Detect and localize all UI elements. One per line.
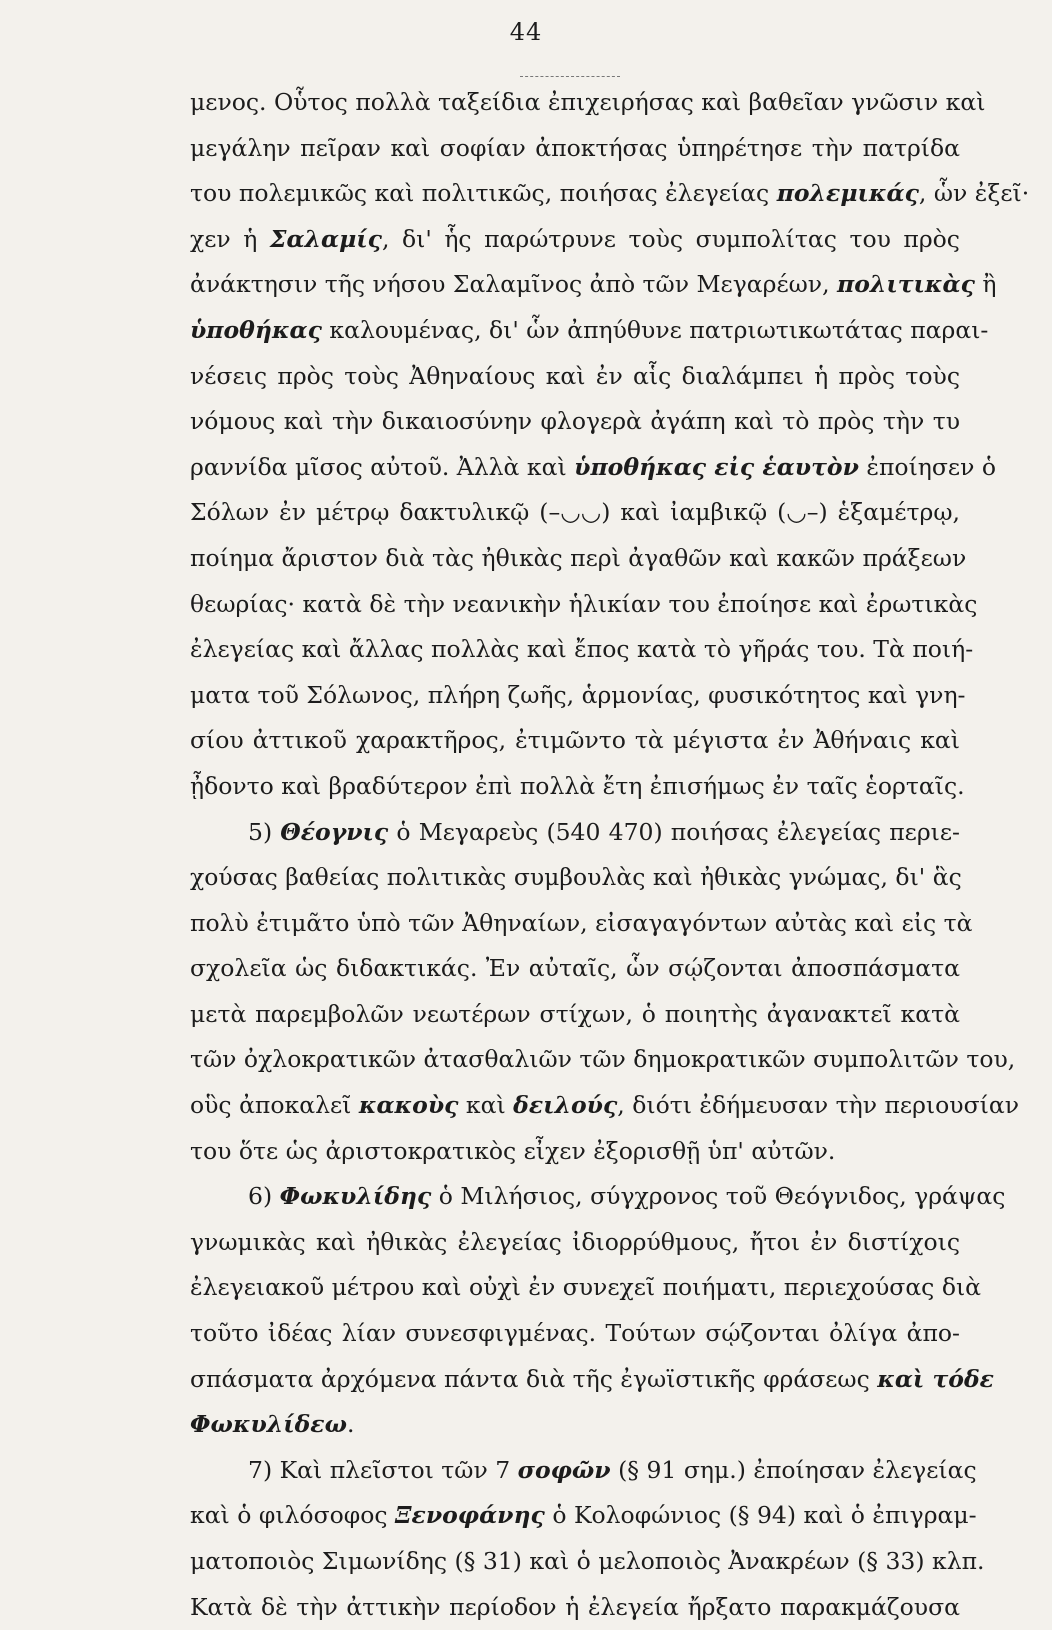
text-segment: ἀνάκτησιν τῆς νήσου Σαλαμῖνος ἀπὸ τῶν Μεγαρέων,: [190, 270, 838, 299]
text-segment: ποίημα ἄριστον διὰ τὰς ἠθικὰς περὶ ἀγαθῶν καὶ κακῶν πράξεων: [190, 543, 967, 572]
text-segment: , διότι ἐδήμευσαν τὴν περιουσίαν: [617, 1091, 1019, 1120]
text-segment: σχολεῖα ὡς διδακτικάς. Ἐν αὐταῖς, ὧν σῴζονται ἀποσπάσματα: [190, 954, 960, 983]
text-line: [190, 764, 965, 810]
text-line: [190, 445, 996, 491]
text-segment: μετὰ παρεμβολῶν νεωτέρων στίχων, ὁ ποιητὴς ἀγανακτεῖ κατὰ: [190, 999, 960, 1028]
text-segment: του ὅτε ὡς ἀριστοκρατικὸς εἶχεν ἐξορισθῇ ὑπ' αὐτῶν.: [190, 1136, 836, 1165]
emphasized-text: κακοὺς: [358, 1091, 459, 1120]
text-segment: ματα τοῦ Σόλωνος, πλήρη ζωῆς, ἁρμονίας, φυσικότητος καὶ γνη-: [190, 680, 966, 709]
text-line: [190, 673, 966, 719]
text-line: [190, 262, 997, 308]
text-segment: Σόλων ἐν μέτρῳ δακτυλικῷ (–◡◡) καὶ ἰαμβικῷ (◡–) ἑξαμέτρῳ,: [190, 498, 960, 527]
text-segment: 6): [248, 1182, 280, 1211]
text-line: [190, 1493, 977, 1539]
text-segment: ματοποιὸς Σιμωνίδης (§ 31) καὶ ὁ μελοποιὸς Ἀνακρέων (§ 33) κλπ.: [190, 1547, 985, 1575]
text-segment: Κατὰ δὲ τὴν ἀττικὴν περίοδον ἡ ἐλεγεία ἤρξατο παρακμάζουσα: [190, 1592, 960, 1621]
text-segment: οὓς ἀποκαλεῖ: [190, 1091, 359, 1120]
text-line: [190, 1539, 985, 1585]
text-segment: θεωρίας· κατὰ δὲ τὴν νεανικὴν ἡλικίαν του ἐποίησε καὶ ἐρωτικὰς: [190, 589, 978, 618]
text-segment: καλουμένας, δι' ὧν ἀπηύθυνε πατριωτικωτάτας παραι-: [321, 315, 989, 344]
text-segment: μεγάλην πεῖραν καὶ σοφίαν ἀποκτήσας ὑπηρέτησε τὴν πατρίδα: [190, 133, 960, 162]
text-segment: ἐλεγείας καὶ ἄλλας πολλὰς καὶ ἔπος κατὰ τὸ γῆράς του. Τὰ ποιή-: [190, 635, 974, 664]
text-segment: καὶ: [458, 1091, 514, 1120]
text-segment: θηναίων, εἰσαγαγόντων αὐτὰς καὶ εἰς τὰ: [479, 908, 973, 937]
emphasized-text: Φωκυλίδεω: [190, 1410, 347, 1439]
text-segment: ὁ Κολοφώνιος (§ 94) καὶ ὁ ἐπιγραμ-: [544, 1501, 977, 1530]
text-segment: χεν ἡ: [190, 224, 270, 253]
text-line: [190, 354, 960, 400]
text-segment: ἐλεγειακοῦ μέτρου καὶ οὐχὶ ἐν συνεχεῖ ποιήματι, περιεχούσας διὰ: [190, 1273, 982, 1302]
emphasized-text: σοφῶν: [517, 1455, 611, 1484]
text-segment: ἐποίησεν ὁ: [858, 452, 996, 481]
text-segment: χούσας βαθείας πολιτικὰς συμβουλὰς καὶ ἠθικὰς γνώμας, δι' ἃς: [190, 863, 962, 892]
emphasized-text: καὶ τόδε: [877, 1364, 994, 1393]
text-line: [190, 855, 960, 901]
text-line: [190, 490, 960, 536]
text-line: [190, 582, 978, 628]
text-line: [190, 810, 960, 856]
text-line: [190, 1220, 960, 1266]
text-segment: (§ 91 σημ.) ἐποίησαν ἐλεγείας: [610, 1455, 977, 1484]
header-rule: [520, 76, 620, 77]
text-line: [190, 1083, 1019, 1129]
emphasized-text: πολεμικάς: [776, 179, 919, 208]
text-segment: γνωμικὰς καὶ ἠθικὰς ἐλεγείας ἰδιορρύθμους, ἤτοι ἐν διστίχοις: [190, 1227, 960, 1256]
text-line: [190, 1265, 982, 1311]
emphasized-text: πολιτικὰς: [837, 270, 975, 299]
text-line: [190, 1585, 960, 1630]
text-line: [190, 992, 960, 1038]
emphasized-text: δειλούς: [513, 1091, 618, 1120]
text-segment: του πολεμικῶς καὶ πολιτικῶς, ποιήσας ἐλεγείας: [190, 179, 777, 208]
text-segment: νόμους καὶ τὴν δικαιοσύνην φλογερὰ ἀγάπη καὶ τὸ πρὸς τὴν τυ: [190, 407, 960, 436]
text-segment: ὁ Μιλήσιος, σύγχρονος τοῦ Θεόγνιδος, γράψας: [431, 1182, 1006, 1211]
text-line: [190, 627, 974, 673]
text-segment: 5): [248, 817, 281, 846]
text-segment: .: [346, 1410, 355, 1439]
text-line: [190, 1448, 977, 1494]
text-segment: πολὺ ἐτιμᾶτο ὑπὸ τῶν: [190, 908, 463, 937]
text-segment: τοῦτο ἰδέας λίαν συνεσφιγμένας. Τούτων σῴζονται ὀλίγα ἀπο-: [190, 1319, 960, 1348]
text-segment: ὁ Μεγαρεὺς (540 470) ποιήσας ἐλεγείας περιε-: [388, 817, 960, 846]
text-segment: σίου ἀττικοῦ χαρακτῆρος, ἐτιμῶντο τὰ μέγιστα ἐν Ἀθήναις καὶ: [190, 726, 960, 755]
text-line: [190, 1129, 960, 1175]
text-segment: καὶ ὁ φιλόσοφος: [190, 1501, 395, 1530]
body-text: [190, 80, 1030, 1630]
emphasized-text: ὑποθήκας: [190, 315, 322, 344]
text-line: [190, 80, 986, 126]
text-line: [190, 308, 989, 354]
text-segment: σπάσματα ἀρχόμενα πάντα διὰ τῆς ἐγωϊστικῆς φράσεως: [190, 1364, 878, 1393]
text-segment: ᾖδοντο καὶ βραδύτερον ἐπὶ πολλὰ ἔτη ἐπισήμως ἐν ταῖς ἑορταῖς.: [190, 771, 965, 800]
text-line: [190, 718, 960, 764]
text-line: [190, 901, 973, 947]
text-line: [190, 536, 967, 582]
emphasized-text: Φωκυλίδης: [279, 1182, 432, 1211]
text-segment: μενος. Οὗτος πολλὰ ταξείδια ἐπιχειρήσας καὶ βαθεῖαν γνῶσιν καὶ: [190, 88, 986, 116]
emphasized-text: Θέογνις: [280, 817, 389, 846]
text-line: [190, 1174, 1006, 1220]
text-segment: , δι' ἧς παρώτρυνε τοὺς συμπολίτας του πρὸς: [381, 224, 960, 253]
text-segment: νέσεις πρὸς τοὺς Ἀθηναίους καὶ ἐν αἷς διαλάμπει ἡ πρὸς τοὺς: [190, 361, 960, 390]
emphasized-text: Σαλαμίς: [269, 224, 382, 253]
text-line: [190, 946, 960, 992]
text-line: [190, 171, 1030, 217]
text-segment: ἢ: [974, 270, 997, 299]
text-line: [190, 1037, 1016, 1083]
emphasized-text: ὑποθήκας εἰς ἑαυτὸν: [574, 452, 859, 481]
text-segment: τῶν ὀχλοκρατικῶν ἀτασθαλιῶν τῶν δημοκρατικῶν συμπολιτῶν του,: [190, 1045, 1016, 1074]
text-line: [190, 126, 960, 172]
text-line: [190, 399, 960, 445]
page-number: 44: [509, 18, 543, 46]
text-segment: ραννίδα μῖσος αὐτοῦ. Ἀλλὰ καὶ: [190, 452, 575, 481]
text-line: [190, 217, 960, 263]
text-segment: 7) Καὶ πλεῖστοι τῶν 7: [248, 1455, 518, 1484]
emphasized-text: Ἀ: [462, 908, 480, 937]
text-line: [190, 1311, 960, 1357]
text-line: [190, 1402, 960, 1448]
text-segment: , ὧν ἐξεῖ·: [918, 179, 1030, 208]
text-line: [190, 1357, 994, 1403]
emphasized-text: Ξενοφάνης: [395, 1501, 545, 1530]
